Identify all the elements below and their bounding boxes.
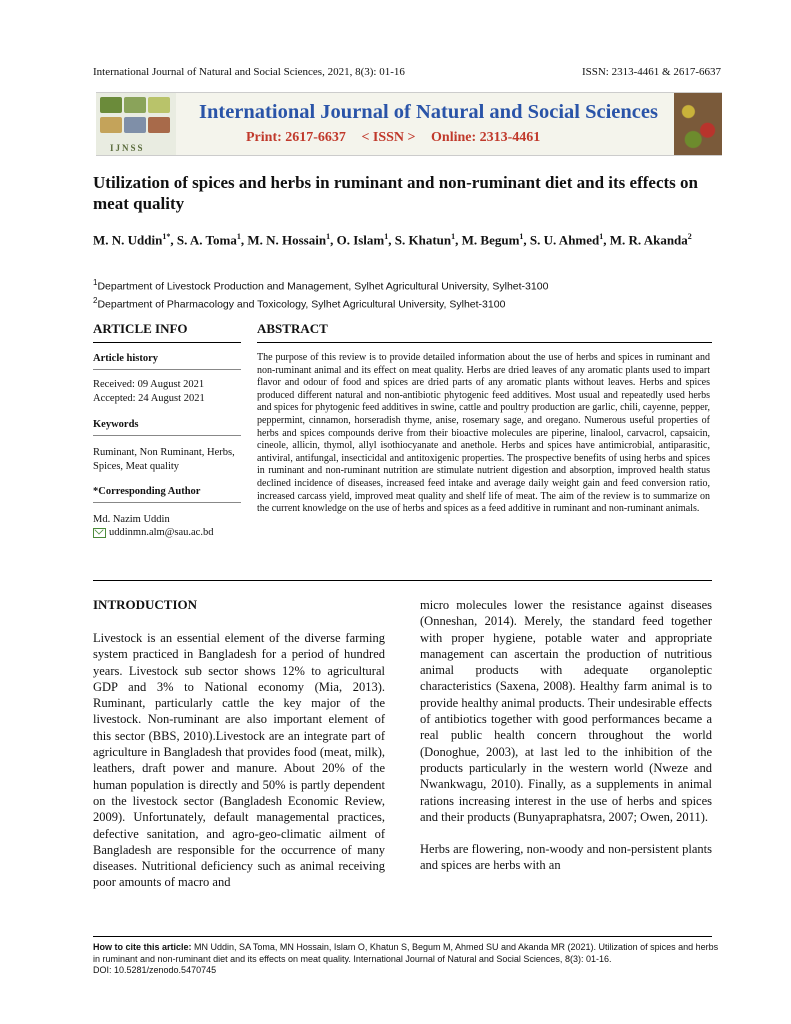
divider — [93, 502, 241, 503]
keywords-label-wrap — [93, 418, 241, 432]
author: O. Islam — [336, 232, 385, 248]
paragraph: Herbs are flowering, non-woody and non-persistent plants and spices are herbs with an — [420, 842, 712, 873]
banner-image — [674, 93, 722, 155]
article-info-heading: ARTICLE INFO — [93, 321, 188, 336]
keywords-label: Keywords — [93, 419, 139, 430]
issn-label: < ISSN > — [361, 130, 416, 145]
received-date: Received: 09 August 2021 — [93, 379, 205, 390]
divider — [93, 936, 712, 937]
corresponding-email[interactable]: uddinmn.alm@sau.ac.bd — [93, 526, 241, 540]
doi[interactable]: DOI: 10.5281/zenodo.5470745 — [93, 965, 217, 975]
divider — [257, 342, 712, 343]
intro-column-1: Livestock is an essential element of the diverse farming system practiced in Bangladesh for a period of hundred years. Livestock sub sector shows 12% to agricultural GDP and 3% to National economy (Mia, 2013). Ruminant, particularly cattle the key major of the livestock. Non-ruminant are also important element of this sector (BBS, 2010).Livestock are an integrate part of agriculture in Bangladesh that provides food (meat, milk), leathers, draft power and manure. About 20% of the human population is directly and 50% is partly dependent on the livestock sector (Bangladesh Economic Review, 2009). Unfortunately, default managemental practices, defective sanitation, and agro-geo-climatic ailment of Bangladesh are responsible for the occurrence of many diseases. Nutritional deficiency such as animal receiving poor amounts of macro and — [93, 631, 385, 890]
intro-column-2 — [420, 597, 712, 874]
divider — [93, 580, 712, 581]
citation-text: MN Uddin, SA Toma, MN Hossain, Islam O, Khatun S, Begum M, Ahmed SU and Akanda MR (2021). Utilization of spices and herbs in ruminant and non-ruminant diet and its effects on meat quality. International Journal of Natural and Social Sciences, 8(3): 01-16. — [93, 942, 719, 964]
running-header-journal: International Journal of Natural and Social Sciences, 2021, 8(3): 01-16 — [93, 66, 405, 78]
divider — [93, 342, 241, 343]
online-issn: Online: 2313-4461 — [431, 130, 541, 145]
print-issn: Print: 2617-6637 — [246, 130, 346, 145]
abstract-text: The purpose of this review is to provide detailed information about the use of herbs and spices in ruminant and non-ruminant animal and its effect on meat quality. Herbs are dried leaves of any aromatic plants used to impart flavor and odour of food and spices are dried parts of any aromatic plants without leaves. Herbs and spices produced different natural and non-antibiotic phytogenic feed additives. Most usual and repeatedly used herbs and spices for phytogenic feed additives in swine, cattle and poultry production are garlic, chili, cayenne, pepper, peppermint, cinnamon, horseradish thyme, anise, rosemary sage, and oregano. Numerous useful properties of herbs and spices compounds derive from their bioactive molecules are piperine, linalool, carvacrol, capsaicin, cineole, allicin, thymol, allyl isothiocyanate and anethole. Herbs and spices have antimicrobial, antiparasitic, antiviral, antifungal, insecticidal and antitoxigenic properties. The prospective benefits of using herbs and spices in ruminant and non-ruminant nutrition are stimulate nutrient digestion and absorption, improved health status declined incidence of diseases, increased feed intake and average daily weight gain and feed conversion ratio, increased carcass yield, improved meat quality and shelf life of meat. The aim of the review is to summarize on the current knowledge on the use of herbs and spices as a feed additive in ruminant and non-ruminant animals. — [257, 352, 710, 515]
author: S. Khatun — [394, 232, 452, 248]
corresponding-author-label: *Corresponding Author — [93, 486, 201, 497]
banner-issn-line — [246, 130, 552, 146]
banner-title: International Journal of Natural and Social Sciences — [199, 101, 658, 123]
history-label: Article history — [93, 353, 159, 364]
affiliations — [93, 276, 548, 311]
journal-banner — [96, 92, 722, 156]
affiliation: $^1$Department of Livestock Production and Management, Sylhet Agricultural University, Sylhet-3100 — [93, 278, 549, 293]
citation-label: How to cite this article: — [93, 942, 192, 952]
article-history — [93, 352, 241, 366]
corresponding-author-name: Md. Nazim Uddin — [93, 514, 170, 525]
author: M. R. Akanda — [609, 232, 688, 248]
corr-label-wrap — [93, 485, 241, 499]
journal-logo — [96, 93, 176, 155]
citation-footer — [93, 942, 723, 977]
logo-text: IJNSS — [110, 143, 145, 153]
author: M. N. Hossain — [247, 232, 327, 248]
paragraph: micro molecules lower the resistance against diseases (Onneshan, 2014). Merely, the standard feed together with proper hygiene, potable water and appropriate management can ascertain the production of nutritious animal products with adequate organoleptic characteristics (Saxena, 2008). Healthy farm animal is to provide healthy animal products. Their undesirable effects of antibiotics together with good performances became a real public health concern throughout the world (Donoghue, 2003), at last led to the inhibition of the products particularly in the western world (Nweze and Nwankwagu, 2010). Finally, as a supplements in animal rations increasing interest in the use of herbs and spices and their products (Bunyapraphatsra, 2007; Owen, 2011). — [420, 598, 712, 824]
author: S. A. Toma — [176, 232, 237, 248]
accepted-date: Accepted: 24 August 2021 — [93, 393, 205, 404]
author: M. Begum — [461, 232, 520, 248]
mail-icon — [93, 528, 106, 538]
article-title: Utilization of spices and herbs in ruminant and non-ruminant diet and its effects on meat quality — [93, 173, 698, 213]
affiliation: $^2$Department of Pharmacology and Toxicology, Sylhet Agricultural University, Sylhet-3100 — [93, 295, 506, 310]
author-list: M. N. Uddin$^{1*}$, S. A. Toma$^1$, M. N. Hossain$^1$, O. Islam$^1$, S. Khatun$^1$, M. Begum$^1$, S. U. Ahmed$^1$, M. R. Akanda$^2$ — [93, 232, 692, 248]
running-header-issn: ISSN: 2313-4461 & 2617-6637 — [581, 66, 721, 78]
abstract-heading: ABSTRACT — [257, 321, 328, 336]
author: M. N. Uddin — [93, 232, 163, 248]
author: S. U. Ahmed — [529, 232, 600, 248]
keywords: Ruminant, Non Ruminant, Herbs, Spices, Meat quality — [93, 447, 235, 472]
divider — [93, 435, 241, 436]
introduction-heading: INTRODUCTION — [93, 597, 198, 612]
divider — [93, 369, 241, 370]
